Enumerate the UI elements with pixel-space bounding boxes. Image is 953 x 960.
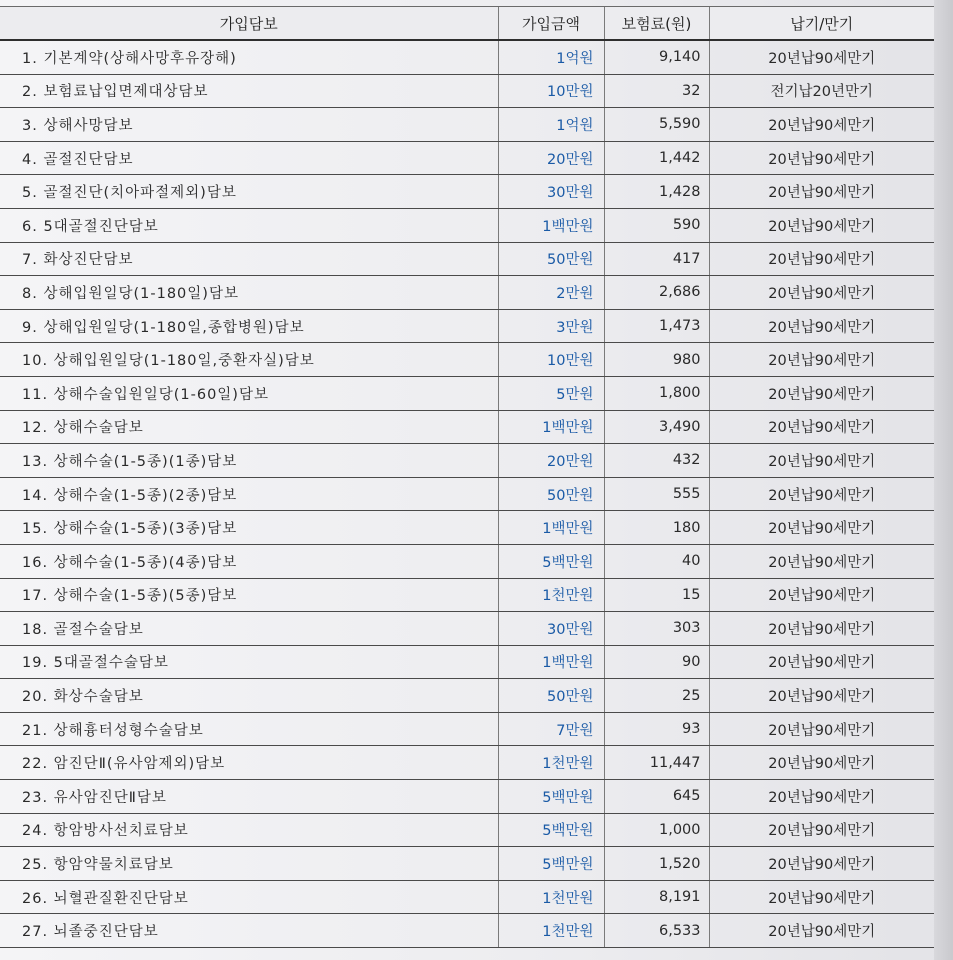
premium-cell: 1,000: [604, 813, 709, 847]
coverage-name-cell: 8. 상해입원일당(1-180일)담보: [0, 276, 498, 310]
term-cell: 20년납90세만기: [709, 444, 934, 478]
table-row: [0, 477, 934, 511]
term-cell: 20년납90세만기: [709, 141, 934, 175]
table-row: [0, 645, 934, 679]
table-row: [0, 780, 934, 814]
table-row: [0, 309, 934, 343]
table-row: [0, 141, 934, 175]
table-row: [0, 679, 934, 713]
table-row: [0, 242, 934, 276]
table-row: [0, 208, 934, 242]
coverage-name-cell: 4. 골절진단담보: [0, 141, 498, 175]
coverage-table: [0, 6, 934, 948]
amount-cell: 3만원: [498, 309, 604, 343]
premium-cell: 11,447: [604, 746, 709, 780]
header-coverage: 가입담보: [0, 7, 498, 41]
term-cell: 20년납90세만기: [709, 309, 934, 343]
term-cell: 20년납90세만기: [709, 40, 934, 74]
header-premium: 보험료(원): [604, 7, 709, 41]
amount-cell: 50만원: [498, 477, 604, 511]
premium-cell: 645: [604, 780, 709, 814]
amount-cell: 1억원: [498, 108, 604, 142]
premium-cell: 180: [604, 511, 709, 545]
table-row: [0, 746, 934, 780]
amount-cell: 1백만원: [498, 645, 604, 679]
term-cell: 20년납90세만기: [709, 175, 934, 209]
term-cell: 20년납90세만기: [709, 208, 934, 242]
coverage-name-cell: 12. 상해수술담보: [0, 410, 498, 444]
amount-cell: 20만원: [498, 141, 604, 175]
term-cell: 20년납90세만기: [709, 410, 934, 444]
coverage-name-cell: 16. 상해수술(1-5종)(4종)담보: [0, 544, 498, 578]
term-cell: 20년납90세만기: [709, 477, 934, 511]
amount-cell: 30만원: [498, 612, 604, 646]
premium-cell: 6,533: [604, 914, 709, 948]
amount-cell: 50만원: [498, 242, 604, 276]
table-row: [0, 914, 934, 948]
table-row: [0, 108, 934, 142]
coverage-name-cell: 25. 항암약물치료담보: [0, 847, 498, 881]
amount-cell: 20만원: [498, 444, 604, 478]
coverage-name-cell: 26. 뇌혈관질환진단담보: [0, 880, 498, 914]
amount-cell: 1천만원: [498, 578, 604, 612]
table-body: [0, 40, 934, 948]
table-row: [0, 74, 934, 108]
coverage-name-cell: 7. 화상진단담보: [0, 242, 498, 276]
term-cell: 20년납90세만기: [709, 108, 934, 142]
coverage-name-cell: 2. 보험료납입면제대상담보: [0, 74, 498, 108]
premium-cell: 1,442: [604, 141, 709, 175]
term-cell: 20년납90세만기: [709, 914, 934, 948]
page-edge: [934, 0, 953, 960]
premium-cell: 555: [604, 477, 709, 511]
coverage-name-cell: 22. 암진단Ⅱ(유사암제외)담보: [0, 746, 498, 780]
amount-cell: 5백만원: [498, 544, 604, 578]
amount-cell: 7만원: [498, 712, 604, 746]
premium-cell: 2,686: [604, 276, 709, 310]
amount-cell: 2만원: [498, 276, 604, 310]
term-cell: 전기납20년만기: [709, 74, 934, 108]
coverage-name-cell: 19. 5대골절수술담보: [0, 645, 498, 679]
term-cell: 20년납90세만기: [709, 645, 934, 679]
amount-cell: 5백만원: [498, 847, 604, 881]
term-cell: 20년납90세만기: [709, 612, 934, 646]
premium-cell: 40: [604, 544, 709, 578]
premium-cell: 1,428: [604, 175, 709, 209]
coverage-name-cell: 1. 기본계약(상해사망후유장해): [0, 40, 498, 74]
table-row: [0, 175, 934, 209]
coverage-name-cell: 15. 상해수술(1-5종)(3종)담보: [0, 511, 498, 545]
premium-cell: 590: [604, 208, 709, 242]
coverage-name-cell: 13. 상해수술(1-5종)(1종)담보: [0, 444, 498, 478]
coverage-name-cell: 23. 유사암진단Ⅱ담보: [0, 780, 498, 814]
table-row: [0, 578, 934, 612]
table-row: [0, 880, 934, 914]
table-row: [0, 612, 934, 646]
term-cell: 20년납90세만기: [709, 376, 934, 410]
coverage-name-cell: 20. 화상수술담보: [0, 679, 498, 713]
amount-cell: 1천만원: [498, 746, 604, 780]
premium-cell: 3,490: [604, 410, 709, 444]
table-row: [0, 813, 934, 847]
premium-cell: 25: [604, 679, 709, 713]
amount-cell: 1억원: [498, 40, 604, 74]
amount-cell: 5백만원: [498, 813, 604, 847]
amount-cell: 1천만원: [498, 880, 604, 914]
amount-cell: 1백만원: [498, 511, 604, 545]
premium-cell: 417: [604, 242, 709, 276]
term-cell: 20년납90세만기: [709, 847, 934, 881]
premium-cell: 432: [604, 444, 709, 478]
term-cell: 20년납90세만기: [709, 578, 934, 612]
amount-cell: 1백만원: [498, 208, 604, 242]
table-row: [0, 40, 934, 74]
coverage-name-cell: 24. 항암방사선치료담보: [0, 813, 498, 847]
coverage-name-cell: 11. 상해수술입원일당(1-60일)담보: [0, 376, 498, 410]
table-row: [0, 544, 934, 578]
coverage-name-cell: 3. 상해사망담보: [0, 108, 498, 142]
table-row: [0, 444, 934, 478]
premium-cell: 9,140: [604, 40, 709, 74]
amount-cell: 1천만원: [498, 914, 604, 948]
header-amount: 가입금액: [498, 7, 604, 41]
premium-cell: 32: [604, 74, 709, 108]
coverage-name-cell: 9. 상해입원일당(1-180일,종합병원)담보: [0, 309, 498, 343]
term-cell: 20년납90세만기: [709, 813, 934, 847]
table-row: [0, 343, 934, 377]
coverage-name-cell: 21. 상해흉터성형수술담보: [0, 712, 498, 746]
premium-cell: 980: [604, 343, 709, 377]
table-header-row: [0, 7, 934, 41]
premium-cell: 90: [604, 645, 709, 679]
table-row: [0, 376, 934, 410]
premium-cell: 5,590: [604, 108, 709, 142]
coverage-name-cell: 6. 5대골절진단담보: [0, 208, 498, 242]
term-cell: 20년납90세만기: [709, 780, 934, 814]
term-cell: 20년납90세만기: [709, 343, 934, 377]
premium-cell: 1,473: [604, 309, 709, 343]
term-cell: 20년납90세만기: [709, 511, 934, 545]
term-cell: 20년납90세만기: [709, 880, 934, 914]
coverage-name-cell: 5. 골절진단(치아파절제외)담보: [0, 175, 498, 209]
coverage-name-cell: 18. 골절수술담보: [0, 612, 498, 646]
table-row: [0, 847, 934, 881]
term-cell: 20년납90세만기: [709, 679, 934, 713]
table-row: [0, 276, 934, 310]
premium-cell: 303: [604, 612, 709, 646]
amount-cell: 10만원: [498, 74, 604, 108]
amount-cell: 5만원: [498, 376, 604, 410]
coverage-name-cell: 10. 상해입원일당(1-180일,중환자실)담보: [0, 343, 498, 377]
term-cell: 20년납90세만기: [709, 746, 934, 780]
term-cell: 20년납90세만기: [709, 544, 934, 578]
header-term: 납기/만기: [709, 7, 934, 41]
amount-cell: 30만원: [498, 175, 604, 209]
term-cell: 20년납90세만기: [709, 712, 934, 746]
term-cell: 20년납90세만기: [709, 276, 934, 310]
coverage-name-cell: 27. 뇌졸중진단담보: [0, 914, 498, 948]
premium-cell: 1,520: [604, 847, 709, 881]
premium-cell: 8,191: [604, 880, 709, 914]
table-row: [0, 712, 934, 746]
table-row: [0, 410, 934, 444]
premium-cell: 93: [604, 712, 709, 746]
amount-cell: 10만원: [498, 343, 604, 377]
premium-cell: 1,800: [604, 376, 709, 410]
amount-cell: 50만원: [498, 679, 604, 713]
term-cell: 20년납90세만기: [709, 242, 934, 276]
coverage-name-cell: 14. 상해수술(1-5종)(2종)담보: [0, 477, 498, 511]
amount-cell: 5백만원: [498, 780, 604, 814]
table-row: [0, 511, 934, 545]
coverage-name-cell: 17. 상해수술(1-5종)(5종)담보: [0, 578, 498, 612]
amount-cell: 1백만원: [498, 410, 604, 444]
premium-cell: 15: [604, 578, 709, 612]
